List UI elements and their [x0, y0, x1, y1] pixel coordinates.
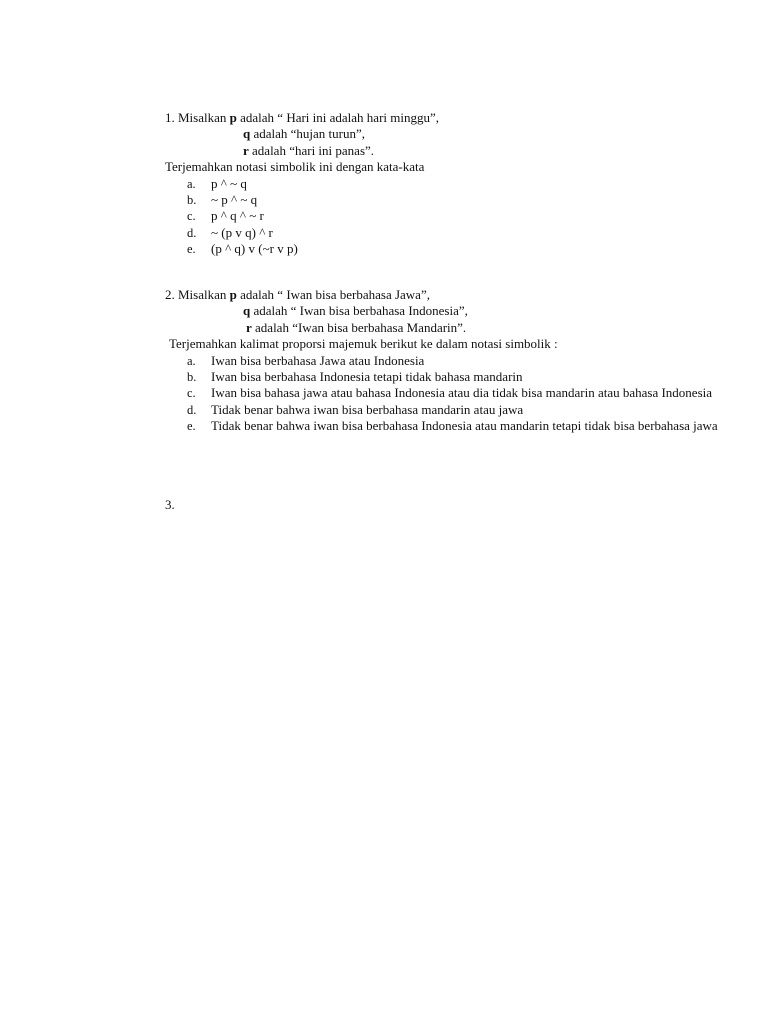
variable-q-definition: adalah “hujan turun”, [250, 126, 366, 142]
option-letter: a. [187, 176, 196, 191]
option-text: ~ (p v q) ^ r [211, 224, 273, 240]
option-text: p ^ ~ q [211, 175, 247, 191]
option-letter: c. [187, 209, 196, 224]
variable-p: p [229, 110, 237, 125]
list-item [165, 353, 735, 369]
list-item [165, 192, 735, 208]
question-1-intro: Misalkan [178, 110, 227, 125]
question-1-first-line [165, 110, 735, 126]
option-text: ~ p ^ ~ q [211, 192, 258, 208]
list-item [165, 241, 735, 257]
question-1-q-line [165, 126, 735, 142]
option-text: Tidak benar bahwa iwan bisa berbahasa Indonesia atau mandarin tetapi tidak bisa berbahasa jawa [211, 418, 718, 434]
option-letter: c. [187, 386, 196, 401]
question-1-options [165, 176, 735, 258]
list-item [165, 418, 735, 434]
question-2-q-line [165, 303, 735, 319]
question-2-number: 2. [165, 287, 175, 302]
question-3-number: 3. [165, 497, 175, 512]
variable-p-definition: adalah “ Iwan bisa berbahasa Jawa”, [236, 287, 430, 302]
question-3 [165, 497, 735, 513]
option-text: (p ^ q) v (~r v p) [211, 241, 298, 257]
list-item [165, 385, 735, 401]
option-text: Iwan bisa berbahasa Jawa atau Indonesia [211, 352, 425, 368]
option-text: Iwan bisa berbahasa Indonesia tetapi tidak bahasa mandarin [211, 369, 523, 385]
option-text: p ^ q ^ ~ r [211, 208, 264, 224]
option-text: Tidak benar bahwa iwan bisa berbahasa mandarin atau jawa [211, 401, 524, 417]
variable-q-definition: adalah “ Iwan bisa berbahasa Indonesia”, [250, 303, 468, 319]
option-letter: e. [187, 419, 196, 434]
option-letter: b. [187, 370, 197, 385]
variable-p: p [229, 287, 237, 302]
question-2 [165, 287, 735, 435]
list-item [165, 208, 735, 224]
list-item [165, 369, 735, 385]
option-letter: d. [187, 225, 197, 240]
option-letter: e. [187, 242, 196, 257]
variable-r: r [246, 319, 252, 335]
question-1 [165, 110, 735, 258]
question-1-r-line [165, 143, 735, 159]
list-item [165, 402, 735, 418]
question-2-options [165, 353, 735, 435]
question-1-number: 1. [165, 110, 175, 125]
option-text: Iwan bisa bahasa jawa atau bahasa Indonesia atau dia tidak bisa mandarin atau bahasa Indonesia [211, 385, 713, 401]
option-letter: a. [187, 353, 196, 368]
option-letter: b. [187, 193, 197, 208]
option-letter: d. [187, 402, 197, 417]
variable-p-definition: adalah “ Hari ini adalah hari minggu”, [236, 110, 440, 125]
question-2-instruction: Terjemahkan kalimat proporsi majemuk berikut ke dalam notasi simbolik : [169, 336, 558, 352]
list-item [165, 176, 735, 192]
question-2-r-line [165, 320, 735, 336]
question-1-instruction: Terjemahkan notasi simbolik ini dengan kata-kata [165, 159, 425, 175]
question-2-first-line [165, 287, 735, 303]
variable-r: r [243, 142, 249, 158]
list-item [165, 225, 735, 241]
variable-q: q [243, 126, 251, 142]
variable-r-definition: adalah “hari ini panas”. [248, 142, 375, 158]
question-2-intro: Misalkan [178, 287, 227, 302]
variable-q: q [243, 303, 251, 319]
variable-r-definition: adalah “Iwan bisa berbahasa Mandarin”. [251, 319, 467, 335]
